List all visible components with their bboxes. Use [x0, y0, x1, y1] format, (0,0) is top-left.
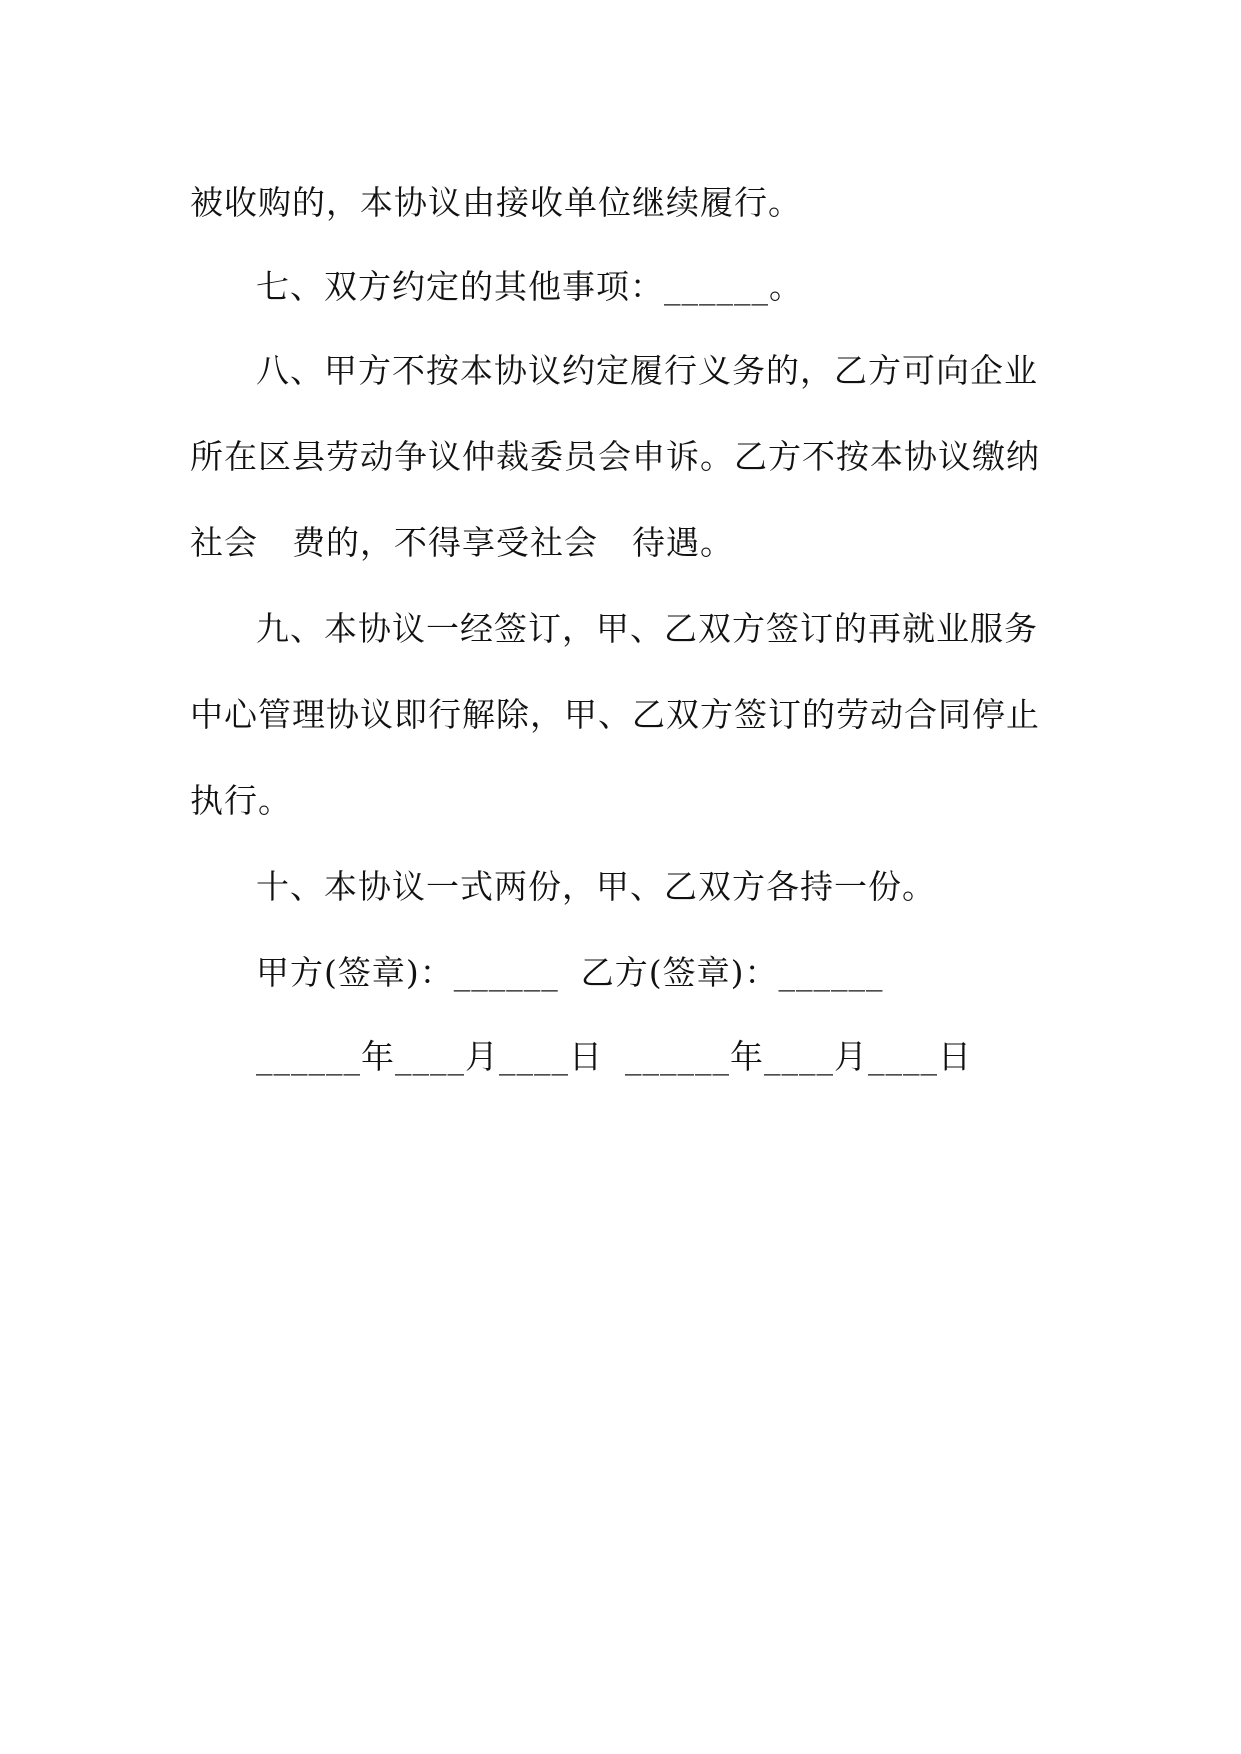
social-text-part-3: 待遇。: [632, 523, 734, 562]
clause-eight-line-2: 所在区县劳动争议仲裁委员会申诉。乙方不按本协议缴纳: [190, 437, 1040, 476]
clause-nine-line-2: 中心管理协议即行解除，甲、乙双方签订的劳动合同停止: [190, 695, 1040, 734]
social-text-part-1: 社会: [190, 523, 258, 562]
party-a-signature: 甲方(签章)：______: [256, 953, 559, 992]
clause-ten: 十、本协议一式两份，甲、乙双方各持一份。: [256, 867, 936, 906]
clause-eight-line-3: [190, 523, 734, 563]
clause-nine-line-3: 执行。: [190, 781, 292, 820]
date-line: [256, 1037, 972, 1077]
party-b-date: ______年____月____日: [625, 1037, 972, 1076]
clause-nine-line-1: 九、本协议一经签订，甲、乙双方签订的再就业服务: [256, 609, 1038, 648]
paragraph-line-1: 被收购的，本协议由接收单位继续履行。: [190, 183, 802, 222]
party-a-date: ______年____月____日: [256, 1037, 603, 1076]
clause-seven: 七、双方约定的其他事项：______。: [256, 267, 803, 306]
signature-line: [256, 953, 884, 993]
social-text-part-2: 费的，不得享受社会: [292, 523, 598, 562]
clause-eight-line-1: 八、甲方不按本协议约定履行义务的，乙方可向企业: [256, 351, 1038, 390]
party-b-signature: 乙方(签章)：______: [580, 953, 884, 992]
